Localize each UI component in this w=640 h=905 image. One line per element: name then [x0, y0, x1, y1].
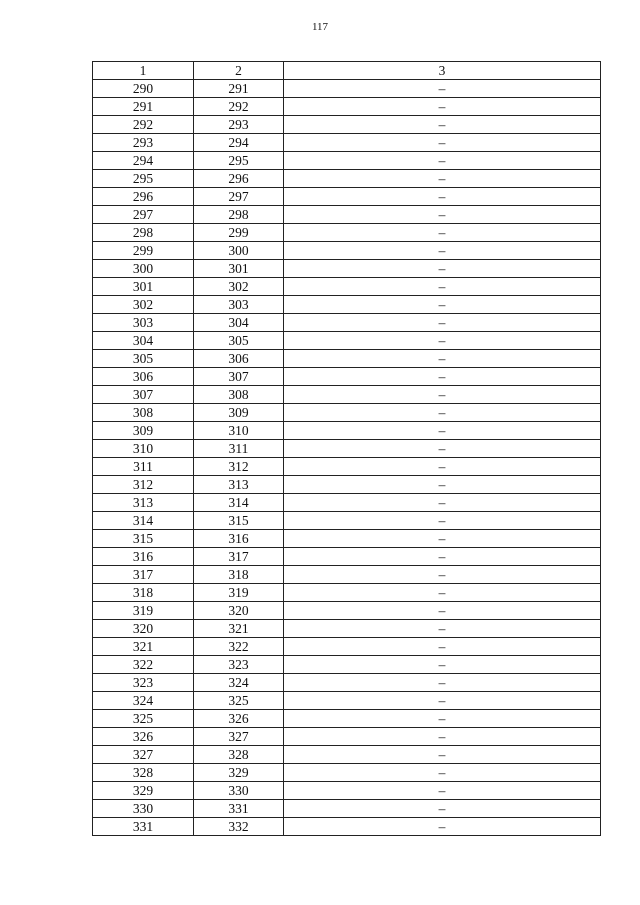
table-cell-col-2: 294	[194, 134, 284, 152]
table-cell-col-1: 307	[93, 386, 194, 404]
table-cell-col-3: –	[284, 80, 601, 98]
table-cell-col-1: 312	[93, 476, 194, 494]
table-cell-col-1: 320	[93, 620, 194, 638]
table-row	[93, 764, 601, 782]
table-cell-col-1: 304	[93, 332, 194, 350]
table-cell-col-1: 303	[93, 314, 194, 332]
table-cell-col-3: –	[284, 116, 601, 134]
table-cell-col-2: 299	[194, 224, 284, 242]
table-row	[93, 278, 601, 296]
table-row	[93, 458, 601, 476]
table-cell-col-2: 292	[194, 98, 284, 116]
table-cell-col-2: 322	[194, 638, 284, 656]
table-cell-col-2: 296	[194, 170, 284, 188]
table-cell-col-2: 311	[194, 440, 284, 458]
table-row	[93, 692, 601, 710]
table-cell-col-3: –	[284, 710, 601, 728]
table-row	[93, 134, 601, 152]
table-cell-col-3: –	[284, 602, 601, 620]
table-cell-col-1: 321	[93, 638, 194, 656]
table-cell-col-2: 313	[194, 476, 284, 494]
table-row	[93, 548, 601, 566]
table-cell-col-2: 324	[194, 674, 284, 692]
table-cell-col-2: 310	[194, 422, 284, 440]
table-cell-col-2: 317	[194, 548, 284, 566]
table-cell-col-3: –	[284, 692, 601, 710]
table-cell-col-1: 291	[93, 98, 194, 116]
table-row	[93, 224, 601, 242]
table-cell-col-1: 310	[93, 440, 194, 458]
table-cell-col-3: –	[284, 134, 601, 152]
table-cell-col-3: –	[284, 422, 601, 440]
table-cell-col-1: 315	[93, 530, 194, 548]
table-cell-col-3: –	[284, 98, 601, 116]
table-row	[93, 818, 601, 836]
table-cell-col-1: 326	[93, 728, 194, 746]
table-row	[93, 296, 601, 314]
table-row	[93, 674, 601, 692]
table-cell-col-2: 329	[194, 764, 284, 782]
table-cell-col-2: 328	[194, 746, 284, 764]
table-cell-col-2: 306	[194, 350, 284, 368]
table-cell-col-1: 327	[93, 746, 194, 764]
table-row	[93, 782, 601, 800]
table-cell-col-3: –	[284, 170, 601, 188]
table-cell-col-3: –	[284, 404, 601, 422]
table-row	[93, 728, 601, 746]
table-cell-col-2: 291	[194, 80, 284, 98]
table-row	[93, 422, 601, 440]
table-row	[93, 638, 601, 656]
table-cell-col-2: 315	[194, 512, 284, 530]
table-header	[93, 62, 601, 80]
table-cell-col-1: 306	[93, 368, 194, 386]
page-number: 117	[311, 21, 329, 33]
table-cell-col-2: 332	[194, 818, 284, 836]
table-cell-col-1: 314	[93, 512, 194, 530]
table-cell-col-2: 293	[194, 116, 284, 134]
table-cell-col-3: –	[284, 368, 601, 386]
table-cell-col-3: –	[284, 512, 601, 530]
table-row	[93, 656, 601, 674]
table-cell-col-1: 299	[93, 242, 194, 260]
table-cell-col-2: 325	[194, 692, 284, 710]
table-cell-col-3: –	[284, 350, 601, 368]
table-cell-col-3: –	[284, 296, 601, 314]
table-row	[93, 242, 601, 260]
table-cell-col-1: 308	[93, 404, 194, 422]
table-cell-col-1: 323	[93, 674, 194, 692]
table-cell-col-3: –	[284, 278, 601, 296]
table-cell-col-3: –	[284, 206, 601, 224]
table-cell-col-3: –	[284, 746, 601, 764]
table-cell-col-3: –	[284, 332, 601, 350]
table-row	[93, 530, 601, 548]
table-row	[93, 494, 601, 512]
table-cell-col-2: 309	[194, 404, 284, 422]
table-cell-col-3: –	[284, 260, 601, 278]
table-cell-col-2: 300	[194, 242, 284, 260]
table-cell-col-2: 320	[194, 602, 284, 620]
table-cell-col-1: 319	[93, 602, 194, 620]
table-cell-col-3: –	[284, 656, 601, 674]
table-cell-col-1: 295	[93, 170, 194, 188]
table-cell-col-2: 316	[194, 530, 284, 548]
table-cell-col-3: –	[284, 728, 601, 746]
table-cell-col-3: –	[284, 152, 601, 170]
table-cell-col-2: 303	[194, 296, 284, 314]
table-cell-col-1: 305	[93, 350, 194, 368]
table-cell-col-3: –	[284, 674, 601, 692]
table-cell-col-1: 298	[93, 224, 194, 242]
table-row	[93, 386, 601, 404]
table-cell-col-1: 309	[93, 422, 194, 440]
table-cell-col-1: 317	[93, 566, 194, 584]
table-cell-col-2: 314	[194, 494, 284, 512]
table-row	[93, 476, 601, 494]
table-cell-col-3: –	[284, 548, 601, 566]
table-cell-col-3: –	[284, 818, 601, 836]
table-cell-col-3: –	[284, 386, 601, 404]
table-cell-col-2: 330	[194, 782, 284, 800]
table-row	[93, 368, 601, 386]
column-header-2: 2	[194, 62, 284, 80]
table-cell-col-2: 304	[194, 314, 284, 332]
table-cell-col-1: 293	[93, 134, 194, 152]
header-row	[93, 62, 601, 80]
table-cell-col-1: 329	[93, 782, 194, 800]
column-header-1: 1	[93, 62, 194, 80]
table-row	[93, 350, 601, 368]
table-cell-col-2: 297	[194, 188, 284, 206]
data-table	[92, 61, 601, 836]
table-row	[93, 404, 601, 422]
table-cell-col-2: 321	[194, 620, 284, 638]
table-cell-col-1: 322	[93, 656, 194, 674]
table-cell-col-1: 325	[93, 710, 194, 728]
table-cell-col-1: 296	[93, 188, 194, 206]
table-cell-col-2: 326	[194, 710, 284, 728]
table-cell-col-2: 298	[194, 206, 284, 224]
table-cell-col-3: –	[284, 494, 601, 512]
table-row	[93, 170, 601, 188]
table-cell-col-1: 330	[93, 800, 194, 818]
table-cell-col-3: –	[284, 782, 601, 800]
table-cell-col-1: 313	[93, 494, 194, 512]
table-cell-col-3: –	[284, 584, 601, 602]
table-row	[93, 602, 601, 620]
table-row	[93, 332, 601, 350]
table-row	[93, 152, 601, 170]
table-row	[93, 710, 601, 728]
table-cell-col-3: –	[284, 638, 601, 656]
table-cell-col-1: 301	[93, 278, 194, 296]
table-row	[93, 746, 601, 764]
table-cell-col-3: –	[284, 800, 601, 818]
table-cell-col-3: –	[284, 566, 601, 584]
table-cell-col-2: 319	[194, 584, 284, 602]
table-cell-col-1: 316	[93, 548, 194, 566]
table-row	[93, 116, 601, 134]
table-row	[93, 188, 601, 206]
table-row	[93, 260, 601, 278]
table-body	[93, 80, 601, 836]
table-cell-col-2: 307	[194, 368, 284, 386]
table-row	[93, 800, 601, 818]
table-cell-col-3: –	[284, 764, 601, 782]
table-row	[93, 98, 601, 116]
table-row	[93, 512, 601, 530]
table-cell-col-1: 331	[93, 818, 194, 836]
table-cell-col-2: 295	[194, 152, 284, 170]
table-cell-col-2: 327	[194, 728, 284, 746]
table-cell-col-2: 308	[194, 386, 284, 404]
table-cell-col-3: –	[284, 458, 601, 476]
table-cell-col-3: –	[284, 620, 601, 638]
column-header-3: 3	[284, 62, 601, 80]
table-cell-col-1: 302	[93, 296, 194, 314]
table-cell-col-1: 300	[93, 260, 194, 278]
table-cell-col-2: 305	[194, 332, 284, 350]
table-cell-col-1: 311	[93, 458, 194, 476]
table-cell-col-3: –	[284, 314, 601, 332]
table-cell-col-1: 294	[93, 152, 194, 170]
table-cell-col-1: 290	[93, 80, 194, 98]
table-row	[93, 440, 601, 458]
table-cell-col-1: 328	[93, 764, 194, 782]
table-cell-col-2: 331	[194, 800, 284, 818]
table-cell-col-1: 297	[93, 206, 194, 224]
table-row	[93, 584, 601, 602]
table-row	[93, 620, 601, 638]
table-cell-col-2: 312	[194, 458, 284, 476]
table-row	[93, 80, 601, 98]
table-cell-col-3: –	[284, 242, 601, 260]
table-cell-col-2: 302	[194, 278, 284, 296]
table-row	[93, 566, 601, 584]
table-cell-col-1: 324	[93, 692, 194, 710]
table-cell-col-3: –	[284, 188, 601, 206]
table-cell-col-1: 318	[93, 584, 194, 602]
table-cell-col-3: –	[284, 476, 601, 494]
table-cell-col-1: 292	[93, 116, 194, 134]
table-row	[93, 206, 601, 224]
table-cell-col-3: –	[284, 530, 601, 548]
table-cell-col-2: 323	[194, 656, 284, 674]
table-cell-col-2: 318	[194, 566, 284, 584]
table-row	[93, 314, 601, 332]
table-cell-col-2: 301	[194, 260, 284, 278]
table-cell-col-3: –	[284, 224, 601, 242]
table-cell-col-3: –	[284, 440, 601, 458]
